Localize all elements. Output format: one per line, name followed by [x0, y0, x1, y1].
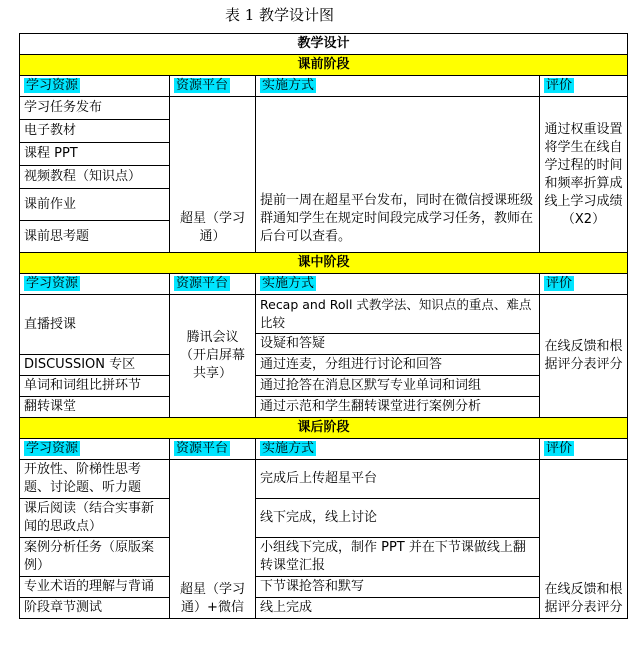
platform-cell: 超星（学习通）: [170, 97, 256, 253]
resource-cell: 案例分析任务（原版案例）: [20, 538, 170, 577]
header-evaluation: 评价: [540, 76, 628, 97]
method-cell: 完成后上传超星平台: [256, 460, 540, 499]
resource-cell: 课前思考题: [20, 221, 170, 253]
resource-cell: 单词和词组比拼环节: [20, 376, 170, 397]
evaluation-cell: 在线反馈和根据评分表评分: [540, 295, 628, 418]
platform-cell: 腾讯会议（开启屏幕共享）: [170, 295, 256, 418]
evaluation-cell: 通过权重设置将学生在线自学过程的时间和频率折算成线上学习成绩（X2）: [540, 97, 628, 253]
method-cell: 线下完成，线上讨论: [256, 499, 540, 538]
header-method: 实施方式: [256, 76, 540, 97]
stage-post-class: 课后阶段: [20, 418, 628, 439]
table-caption: 表 1 教学设计图: [224, 6, 335, 24]
stage-in-class: 课中阶段: [20, 253, 628, 274]
header-platform: 资源平台: [170, 439, 256, 460]
header-platform: 资源平台: [170, 76, 256, 97]
resource-cell: 开放性、阶梯性思考题、讨论题、听力题: [20, 460, 170, 499]
method-cell: 通过连麦，分组进行讨论和回答: [256, 355, 540, 376]
method-cell: 通过示范和学生翻转课堂进行案例分析: [256, 397, 540, 418]
method-cell: 通过抢答在消息区默写专业单词和词组: [256, 376, 540, 397]
header-resource: 学习资源: [20, 274, 170, 295]
method-cell: Recap and Roll 式教学法、知识点的重点、难点比较: [256, 295, 540, 334]
resource-cell: 课程 PPT: [20, 143, 170, 166]
resource-cell: 学习任务发布: [20, 97, 170, 120]
resource-cell: 课前作业: [20, 189, 170, 221]
resource-cell: 电子教材: [20, 120, 170, 143]
resource-cell: 课后阅读（结合实事新闻的思政点）: [20, 499, 170, 538]
header-resource: 学习资源: [20, 439, 170, 460]
resource-cell: 阶段章节测试: [20, 598, 170, 619]
resource-cell: DISCUSSION 专区: [20, 355, 170, 376]
stage-pre-class: 课前阶段: [20, 55, 628, 76]
evaluation-cell: 在线反馈和根据评分表评分: [540, 460, 628, 619]
method-cell: 提前一周在超星平台发布，同时在微信授课班级群通知学生在规定时间段完成学习任务，教师在后台可以查看。: [256, 97, 540, 253]
header-method: 实施方式: [256, 439, 540, 460]
method-cell: 线上完成: [256, 598, 540, 619]
header-method: 实施方式: [256, 274, 540, 295]
table-title: 教学设计: [20, 34, 628, 55]
resource-cell: 翻转课堂: [20, 397, 170, 418]
header-evaluation: 评价: [540, 439, 628, 460]
method-cell: 设疑和答疑: [256, 334, 540, 355]
method-cell: 小组线下完成，制作 PPT 并在下节课做线上翻转课堂汇报: [256, 538, 540, 577]
teaching-design-table: [19, 33, 628, 619]
header-resource: 学习资源: [20, 76, 170, 97]
resource-cell: 视频教程（知识点）: [20, 166, 170, 189]
header-platform: 资源平台: [170, 274, 256, 295]
resource-cell: 专业术语的理解与背诵: [20, 577, 170, 598]
header-evaluation: 评价: [540, 274, 628, 295]
method-cell: 下节课抢答和默写: [256, 577, 540, 598]
resource-cell: 直播授课: [20, 295, 170, 355]
platform-cell: 超星（学习通）+微信: [170, 460, 256, 619]
